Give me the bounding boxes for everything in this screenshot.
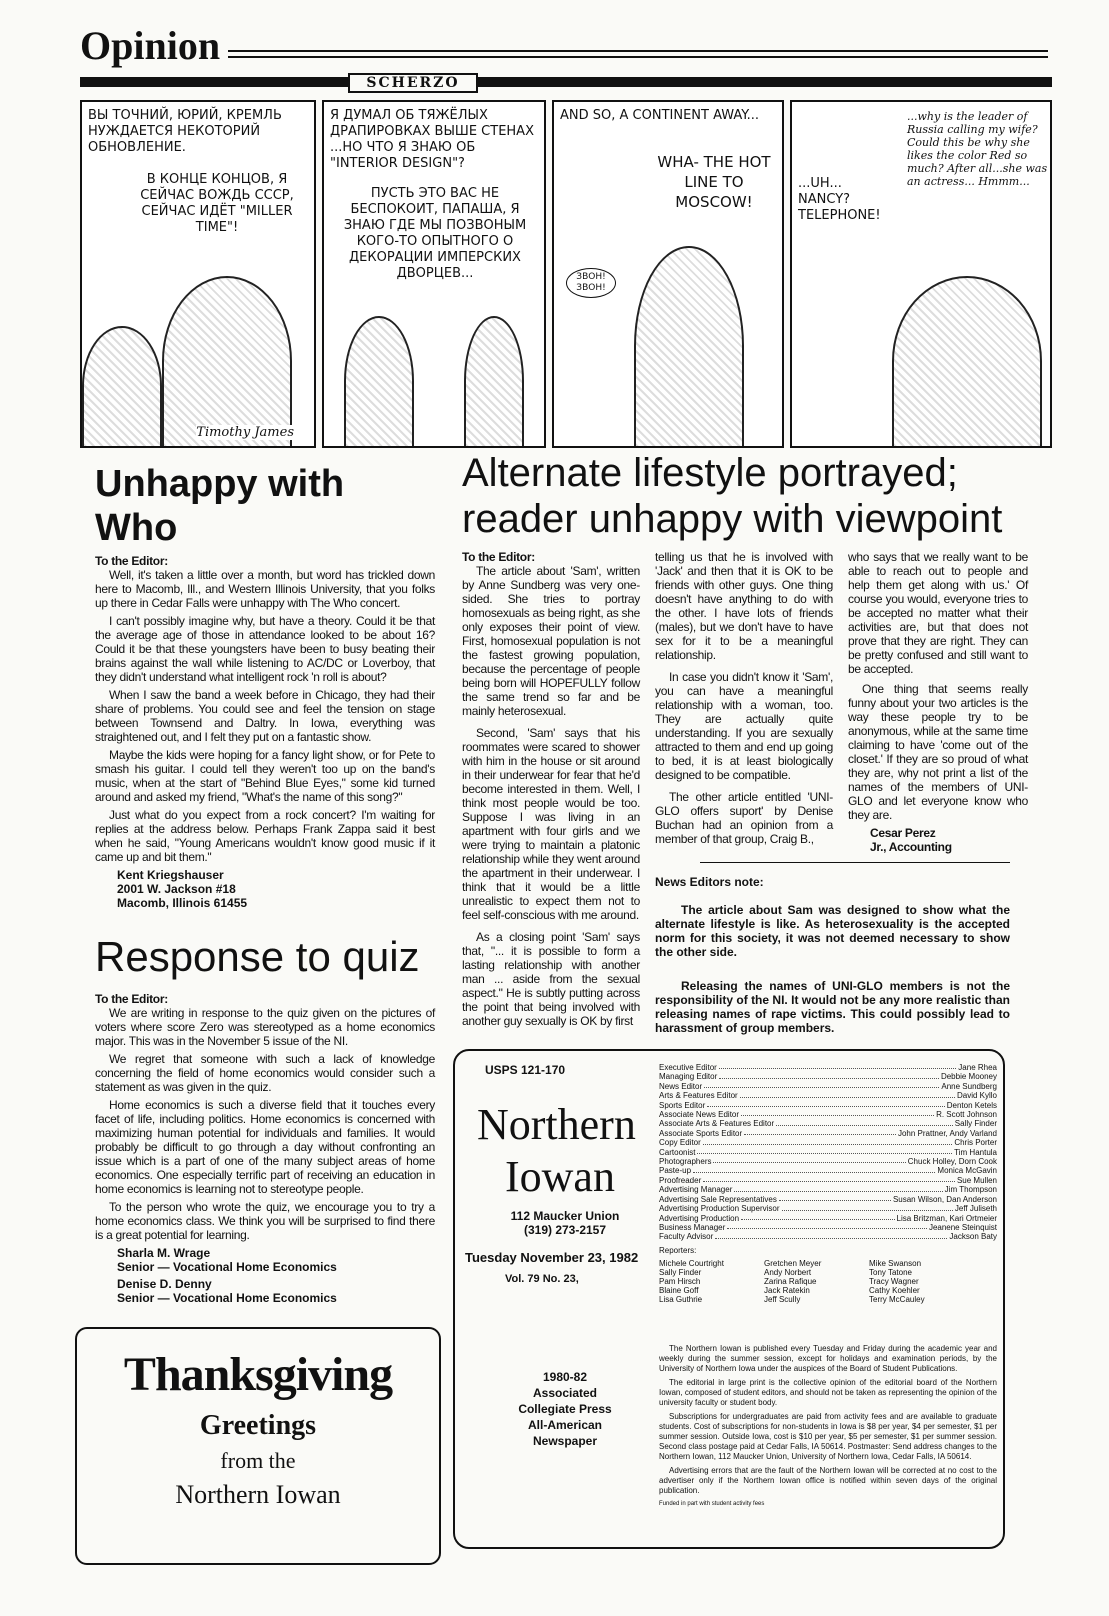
- reporter-name: Tony Tatone: [869, 1267, 912, 1277]
- ad-line: Northern Iowan: [175, 1480, 341, 1509]
- paragraph: In case you didn't know it 'Sam', you can have a meaningful relationship with a woman, too. They are actually quite understanding. If you are sexually attracted to them and end up going to bed, it is at least biologically designed to be compatible.: [655, 670, 833, 782]
- divider: [700, 862, 1010, 863]
- staff-role: Sports Editor: [659, 1100, 706, 1110]
- salutation: To the Editor:: [95, 992, 168, 1006]
- staff-role: Copy Editor: [659, 1138, 701, 1148]
- signature-name: Sharla M. Wrage: [117, 1246, 211, 1260]
- award-line: Associated: [532, 1386, 598, 1400]
- award-line: Collegiate Press: [518, 1402, 612, 1416]
- address-block: [475, 1209, 655, 1237]
- reporter-name: Jack Ratekin: [764, 1285, 810, 1295]
- staff-role: Executive Editor: [659, 1063, 717, 1072]
- paragraph: Home economics is such a diverse field that it touches every facet of life, including politics. Home economics is concerned with maximizing human potential for individuals and families. It would probably be difficult to go through a day without confronting an issue which is a part of one of the many subject areas of home economics. One especially terrific part of receiving an education in home economics is learning not to stereotype people.: [95, 1098, 435, 1196]
- paragraph: I can't possibly imagine why, but have a theory. Could it be that the average age of those in attendance looked to be about 16? Could it be that these youngsters have been to busy beating their brains against the wall while listening to AC/DC or Loverboy, that they didn't understand what intelligent rock 'n roll is about?: [95, 614, 435, 684]
- acp-award: [495, 1369, 635, 1449]
- right-column: [453, 450, 1033, 1549]
- staff-name: Lisa Britzman, Kari Ortmeier: [896, 1213, 997, 1223]
- address: 112 Maucker Union: [510, 1209, 620, 1223]
- paragraph: We are writing in response to the quiz given on the pictures of voters where score Zero was stereotyped as a home economics major. This was in the November 5 issue of the NI.: [95, 1006, 435, 1048]
- reporter-name: Sally Finder: [659, 1267, 702, 1277]
- staff-list: [659, 1063, 997, 1242]
- reporter-name: Jeff Scully: [764, 1294, 801, 1304]
- staff-name: Sally Finder: [954, 1119, 997, 1129]
- award-line: All-American: [527, 1418, 603, 1432]
- reporter-name: Michele Courtright: [659, 1258, 724, 1268]
- leader-dots: [779, 1195, 891, 1201]
- staff-row: [659, 1166, 997, 1175]
- editors-note: [655, 875, 1010, 1035]
- signature-address: 2001 W. Jackson #18: [117, 882, 236, 896]
- headline-alternate-lifestyle: Alternate lifestyle portrayed; reader unhappy with viewpoint: [462, 451, 1003, 541]
- staff-row: [659, 1091, 997, 1100]
- staff-name: Tim Hantula: [954, 1147, 997, 1157]
- staff-row: [659, 1204, 997, 1213]
- phone: (319) 273-2157: [523, 1223, 607, 1237]
- leader-dots: [703, 1176, 955, 1182]
- headline: Unhappy with Who: [95, 463, 345, 549]
- letter3-column-3: [848, 550, 1028, 854]
- staff-role: Business Manager: [659, 1222, 726, 1232]
- thanksgiving-ad: [75, 1327, 441, 1565]
- leader-dots: [782, 1204, 953, 1210]
- speech-bubble: ...UH... NANCY? TELEPHONE!: [798, 176, 881, 223]
- leader-dots: [776, 1119, 953, 1125]
- paragraph: The other article entitled 'UNI-GLO offers suport' by Denise Buchan had an opinion from a member of that group, Craig B.,: [655, 790, 833, 846]
- signature-name: Kent Kriegshauser: [117, 868, 224, 882]
- leader-dots: [734, 1185, 942, 1191]
- paragraph: who says that we really want to be able to reach out to people and help them get along with us.' Of course you would, everyone tries to be accepted no matter what their activities are, but that does not prove that they are right. They can be pretty confused and still want to be accepted.: [848, 550, 1028, 676]
- staff-role: Associate Sports Editor: [659, 1128, 743, 1138]
- publication-notice: [659, 1344, 997, 1508]
- masthead-box: [453, 1049, 1005, 1549]
- leader-dots: [707, 1101, 944, 1107]
- staff-role: Cartoonist: [659, 1147, 696, 1157]
- award-line: 1980-82: [542, 1370, 588, 1384]
- staff-role: Advertising Manager: [659, 1185, 733, 1195]
- staff-row: [659, 1082, 997, 1091]
- leader-dots: [703, 1138, 953, 1144]
- paragraph: Second, 'Sam' says that his roommates were scared to shower with him in the house or sit around in their underwear for fear that he'd become interested in them. Well, I think most people would be too. Suppose I was living in an apartment with four girls and we were trying to maintain a platonic relationship while they went around the apartment in their underwear. I think that it would be a little unrealistic to expect them not to feel self-conscious with me around.: [462, 726, 640, 922]
- staff-name: Chuck Holley, Dorn Cook: [907, 1157, 997, 1167]
- paragraph: Maybe the kids were hoping for a fancy light show, or for Pete to smash his guitar. I could tell they weren't too up on the band's music, when at the start of "Behind Blue Eyes," some kid turned around and asked my friend, "What's the name of this song?": [95, 748, 435, 804]
- staff-role: Advertising Sale Representatives: [659, 1194, 777, 1204]
- letter-unhappy-with-who: [95, 462, 435, 910]
- staff-name: Jeff Juliseth: [954, 1204, 997, 1214]
- staff-row: [659, 1072, 997, 1081]
- reporters-column: [869, 1259, 954, 1304]
- leader-dots: [719, 1072, 939, 1078]
- signature-name: Cesar Perez: [870, 826, 936, 840]
- staff-row: [659, 1157, 997, 1166]
- notice-paragraph: Advertising errors that are the fault of the Northern Iowan will be corrected at no cost to the advertiser only if the Northern Iowan office is notified within seven days of the original publication.: [659, 1465, 997, 1495]
- staff-name: Chris Porter: [954, 1138, 997, 1148]
- comic-panel-2: [322, 100, 546, 448]
- signature-title: Senior — Vocational Home Economics: [117, 1291, 337, 1305]
- reporter-name: Lisa Guthrie: [659, 1294, 703, 1304]
- staff-name: Sue Mullen: [956, 1175, 997, 1185]
- staff-row: [659, 1176, 997, 1185]
- reporter-name: Terry McCauley: [869, 1294, 925, 1304]
- letter-response-to-quiz: [95, 934, 435, 1305]
- reporter-name: Gretchen Meyer: [764, 1258, 822, 1268]
- signature-title: Jr., Accounting: [870, 840, 952, 854]
- salutation: To the Editor:: [95, 554, 168, 568]
- leader-dots: [741, 1110, 934, 1116]
- signature-name: Denise D. Denny: [117, 1277, 212, 1291]
- comic-title: SCHERZO: [348, 73, 478, 93]
- staff-name: Monica McGavin: [937, 1166, 997, 1176]
- thought-bubble: ...why is the leader of Russia calling my wife? Could this be why she likes the color Red so much? After all...she was an actress... Hmmm...: [907, 110, 1048, 188]
- paragraph: Well, it's taken a little over a month, but word has trickled down here to Macomb, Ill., and Western Illinois University, that you folks up there in Cedar Falls were unhappy with The Who concert.: [95, 568, 435, 610]
- reporters-label: Reporters:: [659, 1245, 697, 1255]
- staff-role: News Editor: [659, 1081, 703, 1091]
- paragraph: Releasing the names of UNI-GLO members is not the responsibility of the NI. It would not be any more realistic than releasing names of rape victims. This could possibly lead to harassment of group members.: [655, 979, 1010, 1035]
- staff-name: Anne Sundberg: [941, 1081, 997, 1091]
- staff-name: Debbie Mooney: [940, 1072, 997, 1082]
- paragraph: One thing that seems really funny about your two articles is the way these people try to be anonymous, while at the same time claiming to have 'come out of the closet.' If they are so proud of what they are, why not print a list of the names of the members of UNI-GLO and let everyone know who they are.: [848, 682, 1028, 822]
- staff-row: [659, 1185, 997, 1194]
- leader-dots: [693, 1166, 935, 1172]
- reporter-name: Tracy Wagner: [869, 1276, 919, 1286]
- staff-row: [659, 1195, 997, 1204]
- letter3-right-block: [655, 550, 1028, 1035]
- staff-name: Jackson Baty: [949, 1232, 997, 1242]
- paragraph: The article about 'Sam', written by Anne Sundberg was very one-sided. She tries to portray homosexuals as being right, as she only exposes their point of view. First, homosexual population is not the fastest growing population, because the percentage of people being born will HOPEFULLY follow the same trend so far and be mainly heterosexual.: [462, 564, 640, 718]
- comic-bar: [80, 77, 1052, 87]
- figure-drawing: [464, 316, 524, 446]
- notice-paragraph: The editorial in large print is the collective opinion of the editorial board of the Northern Iowan, composed of student editors, and should not be taken as representing the opinion of the university faculty or student body.: [659, 1377, 997, 1407]
- leader-dots: [697, 1148, 952, 1154]
- leader-dots: [719, 1063, 956, 1069]
- signature-city: Macomb, Illinois 61455: [117, 896, 248, 910]
- leader-dots: [744, 1129, 896, 1135]
- staff-role: Managing Editor: [659, 1072, 718, 1082]
- figure-drawing: [344, 316, 414, 446]
- leader-dots: [713, 1157, 905, 1163]
- letter3-columns-2-3: [655, 550, 1028, 854]
- paragraph: To the person who wrote the quiz, we encourage you to try a home economics class. We think you will be surprised to find there is a great potential for learning.: [95, 1200, 435, 1242]
- usps-number: USPS 121-170: [485, 1063, 566, 1077]
- staff-name: Susan Wilson, Dan Anderson: [892, 1194, 997, 1204]
- nameplate: [477, 1099, 636, 1203]
- staff-row: [659, 1063, 997, 1072]
- notice-paragraph: Subscriptions for undergraduates are paid from activity fees and are available to graduate students. Cost of subscriptions for non-students in Iowa is $8 per year, $4 per semester, $1 per summer session. Outside Iowa, cost is $10 per year, $5 per semester, $1 per summer session. Second class postage paid at Cedar Falls, IA 50614. Postmaster: Send address changes to the Northern Iowan, 112 Maucker Union, University of Northern Iowa, Cedar Falls, IA 50614.: [659, 1411, 997, 1461]
- award-line: Newspaper: [532, 1434, 598, 1448]
- reporter-name: Mike Swanson: [869, 1258, 922, 1268]
- panel-caption: ВЫ ТОЧНИЙ, ЮРИЙ, КРЕМЛЬ НУЖДАЕТСЯ НЕКОТОРИЙ ОБНОВЛЕНИЕ.: [88, 108, 282, 155]
- staff-name: Jeanene Steinquist: [928, 1222, 997, 1232]
- headline: Response to quiz: [95, 933, 420, 980]
- leader-dots: [741, 1214, 894, 1220]
- figure-drawing: [634, 246, 744, 446]
- reporter-name: Blaine Goff: [659, 1285, 699, 1295]
- issue-date: Tuesday November 23, 1982: [465, 1250, 639, 1265]
- staff-role: Advertising Production Supervisor: [659, 1204, 780, 1214]
- paragraph: When I saw the band a week before in Chicago, they had their share of problems. You could see and feel the tension on stage between Townsend and Daltry. In Iowa, everything was straightened out, and I felt they put on a fantastic show.: [95, 688, 435, 744]
- staff-row: [659, 1110, 997, 1119]
- panel-caption: AND SO, A CONTINENT AWAY...: [560, 108, 759, 123]
- reporter-name: Pam Hirsch: [659, 1276, 701, 1286]
- reporters-column: [764, 1259, 849, 1304]
- staff-role: Paste-up: [659, 1166, 692, 1176]
- leader-dots: [704, 1082, 939, 1088]
- section-rule: [228, 50, 1048, 58]
- phone-ring-bubble: ЗВОН! ЗВОН!: [566, 268, 616, 298]
- letter3-column-2: [655, 550, 833, 854]
- staff-name: R. Scott Johnson: [936, 1110, 997, 1120]
- paragraph: The article about Sam was designed to show what the alternate lifestyle is like. As heterosexuality is the accepted norm for this society, it was not deemed necessary to show the other side.: [655, 903, 1010, 959]
- paragraph: As a closing point 'Sam' says that, "... it is possible to form a lasting relationship with another man ... aside from the sexual aspect." He is subtly putting across the point that being involved with another guy sexually is OK by first: [462, 930, 640, 1028]
- nameplate-line: Iowan: [505, 1152, 615, 1201]
- reporter-name: Zarina Rafique: [764, 1276, 817, 1286]
- staff-role: Associate News Editor: [659, 1110, 740, 1120]
- leader-dots: [715, 1232, 947, 1238]
- volume: Vol. 79 No. 23,: [505, 1273, 579, 1285]
- editors-note-label: News Editors note:: [655, 875, 764, 889]
- nameplate-line: Northern: [477, 1100, 636, 1149]
- speech-bubble: ПУСТЬ ЭТО ВАС НЕ БЕСПОКОИТ, ПАПАША, Я ЗНАЮ ГДЕ МЫ ПОЗВОНЫМ КОГО-ТО ОПЫТНОГО О ДЕКОРАЦИИ ИМПЕРСКИХ ДВОРЦЕВ...: [343, 186, 527, 281]
- letter3-body: [453, 550, 1033, 1035]
- staff-name: Denton Ketels: [946, 1100, 997, 1110]
- staff-row: [659, 1138, 997, 1147]
- reporter-name: Cathy Koehler: [869, 1285, 920, 1295]
- salutation: To the Editor:: [462, 550, 535, 564]
- leader-dots: [727, 1223, 927, 1229]
- staff-name: John Prattner, Andy Varland: [897, 1128, 997, 1138]
- staff-role: Photographers: [659, 1157, 712, 1167]
- staff-row: [659, 1101, 997, 1110]
- paragraph: Just what do you expect from a rock concert? I'm waiting for replies at the address below. Perhaps Frank Zappa said it best when he said, "Young Americans wouldn't know good music if it came up and bit them.": [95, 808, 435, 864]
- staff-row: [659, 1119, 997, 1128]
- comic-panel-3: [552, 100, 784, 448]
- staff-row: [659, 1148, 997, 1157]
- figure-drawing: [82, 326, 162, 446]
- letter3-column-1: [462, 550, 640, 1035]
- staff-role: Proofreader: [659, 1175, 702, 1185]
- left-column: [95, 462, 435, 1565]
- staff-row: [659, 1214, 997, 1223]
- comic-panel-4: [790, 100, 1052, 448]
- funding-note: Funded in part with student activity fees: [659, 1500, 765, 1507]
- leader-dots: [740, 1091, 955, 1097]
- staff-name: Jim Thompson: [944, 1185, 997, 1195]
- paragraph: telling us that he is involved with 'Jack' and then that it is OK to be friends with other guys. One thing doesn't have anything to do with the other. I have lots of friends (males), but we don't have to have sex for it to be a meaningful relationship.: [655, 550, 833, 662]
- ad-line: Greetings: [199, 1410, 317, 1441]
- reporter-name: Andy Norbert: [764, 1267, 812, 1277]
- staff-name: Jane Rhea: [958, 1063, 997, 1072]
- ad-title: Thanksgiving: [123, 1348, 393, 1401]
- comic-panel-1: [80, 100, 316, 448]
- masthead-right: [659, 1063, 997, 1508]
- cartoonist-signature: Timothy James: [196, 425, 294, 440]
- staff-name: David Kyllo: [956, 1091, 997, 1101]
- staff-row: [659, 1232, 997, 1241]
- staff-role: Arts & Features Editor: [659, 1091, 738, 1101]
- paragraph: We regret that someone with such a lack of knowledge concerning the field of home economics would consider such a statement as was given in the quiz.: [95, 1052, 435, 1094]
- notice-paragraph: The Northern Iowan is published every Tuesday and Friday during the academic year and weekly during the summer session, except for holidays and examination periods, by the University of Northern Iowa under the auspices of the Board of Student Publications.: [659, 1343, 997, 1373]
- staff-row: [659, 1223, 997, 1232]
- reporters-column: [659, 1259, 744, 1304]
- staff-role: Faculty Advisor: [659, 1232, 714, 1242]
- staff-role: Associate Arts & Features Editor: [659, 1119, 775, 1129]
- speech-bubble: WHA- THE HOT LINE TO MOSCOW!: [657, 153, 771, 211]
- figure-drawing: [892, 276, 1042, 446]
- reporters-list: [659, 1259, 997, 1304]
- section-title: Opinion: [80, 23, 221, 68]
- speech-bubble: В КОНЦЕ КОНЦОВ, Я СЕЙЧАС ВОЖДЬ СССР, СЕЙЧАС ИДЁТ "MILLER TIME"!: [140, 172, 294, 235]
- speech-bubble: Я ДУМАЛ ОБ ТЯЖЁЛЫХ ДРАПИРОВКАХ ВЫШЕ СТЕНАХ ...НО ЧТО Я ЗНАЮ ОБ "INTERIOR DESIGN"?: [330, 108, 534, 171]
- ad-line: from the: [220, 1448, 296, 1473]
- staff-row: [659, 1129, 997, 1138]
- figure-drawing: [162, 276, 292, 446]
- signature-title: Senior — Vocational Home Economics: [117, 1260, 337, 1274]
- staff-role: Advertising Production: [659, 1213, 740, 1223]
